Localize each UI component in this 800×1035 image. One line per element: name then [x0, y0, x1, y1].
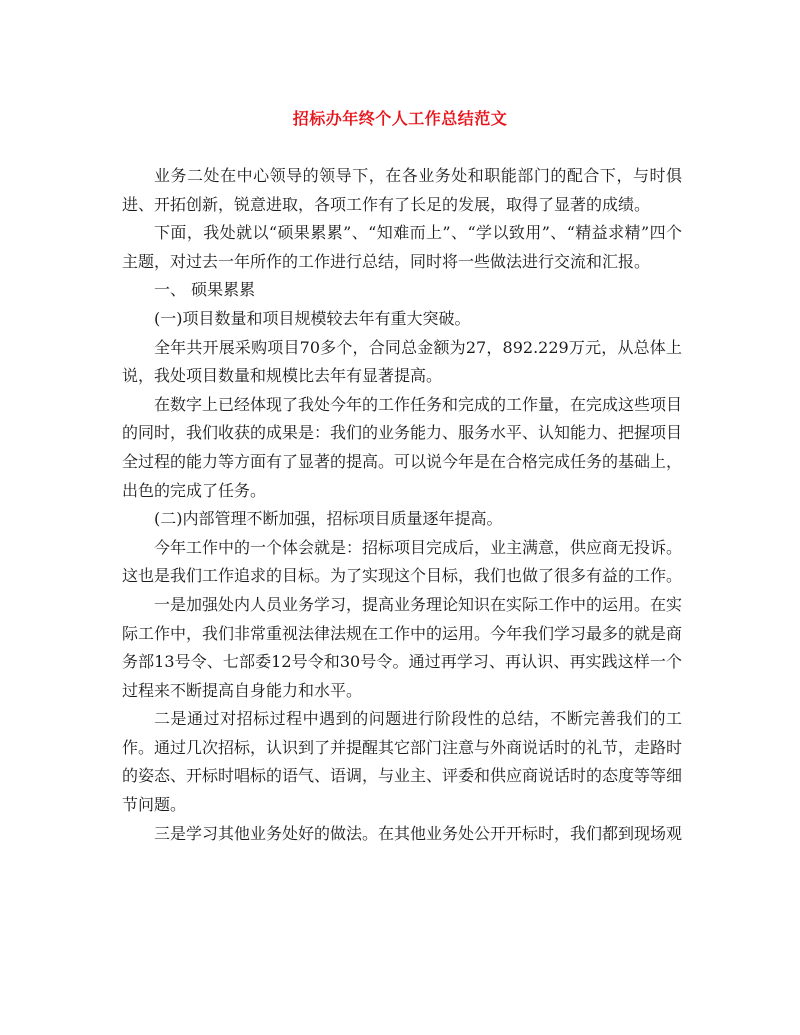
paragraph-projects: 全年共开展采购项目70多个，合同总金额为27，892.229万元，从总体上说，我处项目数量和规模比去年有显著提高。 — [122, 337, 682, 386]
subheading-1: (一)项目数量和项目规模较去年有重大突破。 — [154, 308, 471, 328]
paragraph-point-3: 三是学习其他业务处好的做法。在其他业务处公开开标时，我们都到现场观 — [154, 823, 683, 843]
subheading-2: (二)内部管理不断加强，招标项目质量逐年提高。 — [154, 509, 503, 529]
paragraph-point-1: 一是加强处内人员业务学习，提高业务理论知识在实际工作中的运用。在实际工作中，我们非常重视法律法规在工作中的运用。今年我们学习最多的就是商务部13号令、七部委12号令和30号令。通过再学习、再认识、再实践这样一个过程来不断提高自身能力和水平。 — [122, 594, 683, 700]
paragraph-intro: 业务二处在中心领导的领导下，在各业务处和职能部门的配合下，与时俱进、开拓创新，锐意进取，各项工作有了长足的发展，取得了显著的成绩。 — [122, 166, 682, 214]
paragraph-overview: 下面，我处就以“硕果累累”、“知难而上”、“学以致用”、“精益求精”四个主题，对过去一年所作的工作进行总结，同时将一些做法进行交流和汇报。 — [122, 223, 682, 271]
paragraph-results: 在数字上已经体现了我处今年的工作任务和完成的工作量，在完成这些项目的同时，我们收获的成果是：我们的业务能力、服务水平、认知能力、把握项目全过程的能力等方面有了显著的提高。可以说今年是在合格完成任务的基础上，出色的完成了任务。 — [122, 394, 683, 500]
paragraph-experience: 今年工作中的一个体会就是：招标项目完成后，业主满意，供应商无投诉。这也是我们工作追求的目标。为了实现这个目标，我们也做了很多有益的工作。 — [122, 537, 683, 586]
document-title: 招标办年终个人工作总结范文 — [292, 109, 508, 128]
paragraph-point-2: 二是通过对招标过程中遇到的问题进行阶段性的总结，不断完善我们的工作。通过几次招标，认识到了并提醒其它部门注意与外商说话时的礼节，走路时的姿态、开标时唱标的语气、语调，与业主、评委和供应商说话时的态度等等细节问题。 — [122, 709, 683, 815]
document-body — [122, 162, 682, 848]
section-heading-1: 一、 硕果累累 — [154, 280, 256, 300]
